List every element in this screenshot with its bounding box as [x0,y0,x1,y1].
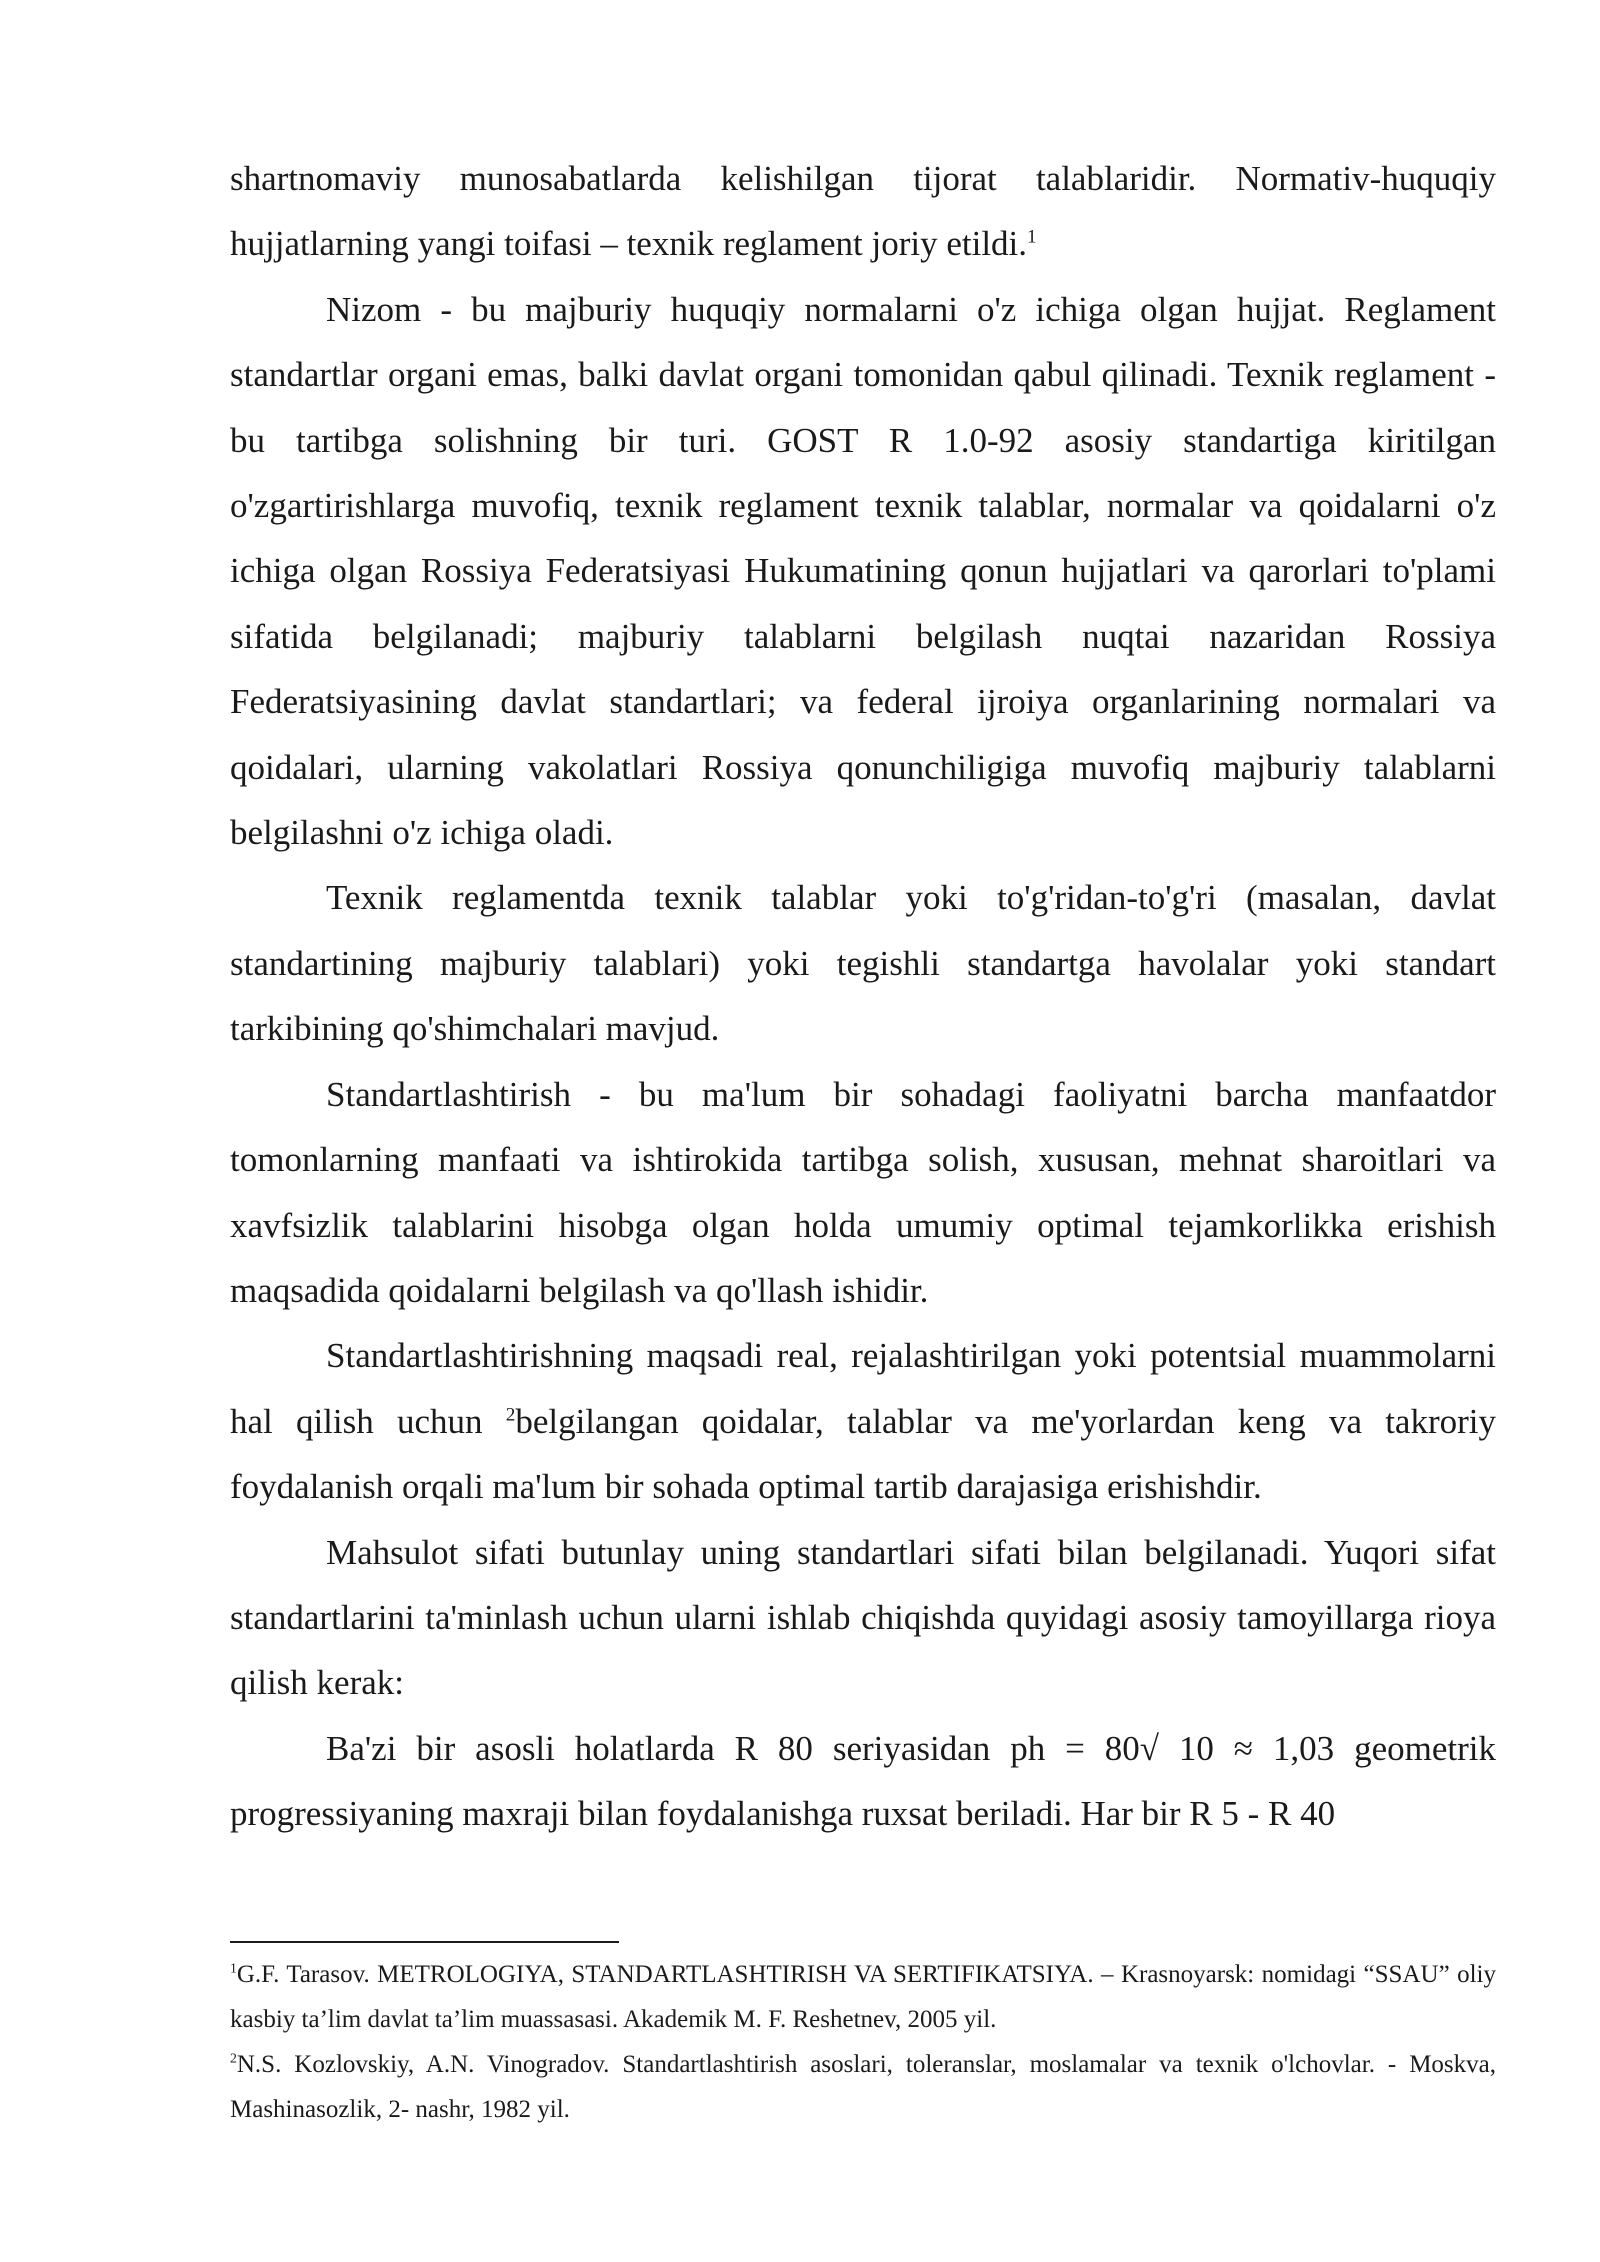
paragraph-3-text: Texnik reglamentda texnik talablar yoki to'g'ridan-to'g'ri (masalan, davlat standartining majburiy talablari) yoki tegishli standartga havolalar yoki standart tarkibining qo'shimchalari mavjud. [230,878,1496,1049]
paragraph-6 [230,1520,1496,1716]
paragraph-1-text: shartnomaviy munosabatlarda kelishilgan tijorat talablaridir. Normativ-huquqiy hujjatlarning yangi toifasi – texnik reglament joriy etildi. [230,159,1496,264]
page-body [230,146,1496,1847]
paragraph-2-text: Nizom - bu majburiy huquqiy normalarni o'z ichiga olgan hujjat. Reglament standartlar organi emas, balki davlat organi tomonidan qabul qilinadi. Texnik reglament - bu tartibga solishning bir turi. GOST R 1.0-92 asosiy standartiga kiritilgan o'zgartirishlarga muvofiq, texnik reglament texnik talablar, normalar va qoidalarni o'z ichiga olgan Rossiya Federatsiyasi Hukumatining qonun hujjatlari va qarorlari to'plami sifatida belgilanadi; majburiy talablarni belgilash nuqtai nazaridan Rossiya Federatsiyasining davlat standartlari; va federal ijroiya organlarining normalari va qoidalari, ularning vakolatlari Rossiya qonunchiligiga muvofiq majburiy talablarni belgilashni o'z ichiga oladi. [230,289,1496,853]
footnotes [230,1952,1496,2132]
footnote-separator [230,1941,619,1943]
footnote-1 [230,1952,1496,2042]
paragraph-4 [230,1062,1496,1324]
paragraph-4-text: Standartlashtirish - bu ma'lum bir sohadagi faoliyatni barcha manfaatdor tomonlarning manfaati va ishtirokida tartibga solish, xususan, mehnat sharoitlari va xavfsizlik talablarini hisobga olgan holda umumiy optimal tejamkorlikka erishish maqsadida qoidalarni belgilash va qo'llash ishidir. [230,1074,1496,1310]
footnote-ref-2[interactable]: 2 [505,1404,516,1426]
paragraph-6-text: Mahsulot sifati butunlay uning standartlari sifati bilan belgilanadi. Yuqori sifat standartlarini ta'minlash uchun ularni ishlab chiqishda quyidagi asosiy tamoyillarga rioya qilish kerak: [230,1532,1496,1703]
footnote-2-text: N.S. Kozlovskiy, A.N. Vinogradov. Standartlashtirish asoslari, toleranslar, moslamalar va texnik o'lchovlar. - Moskva, Mashinasozlik, 2- nashr, 1982 yil. [230,2051,1496,2123]
footnote-1-text: G.F. Tarasov. METROLOGIYA, STANDARTLASHTIRISH VA SERTIFIKATSIYA. – Krasnoyarsk: nomidagi “SSAU” oliy kasbiy ta’lim davlat ta’lim muassasasi. Akademik M. F. Reshetnev, 2005 yil. [230,1961,1496,2033]
paragraph-5 [230,1323,1496,1519]
paragraph-7-text: Ba'zi bir asosli holatlarda R 80 seriyasidan ph = 80√ 10 ≈ 1,03 geometrik progressiyaning maxraji bilan foydalanishga ruxsat beriladi. Har bir R 5 - R 40 [230,1728,1496,1834]
footnote-1-mark: 1 [230,1960,237,1976]
footnote-ref-1[interactable]: 1 [1027,226,1037,248]
paragraph-7 [230,1716,1496,1847]
footnote-2 [230,2042,1496,2132]
paragraph-1 [230,146,1496,277]
paragraph-5-text: Standartlashtirishning maqsadi real, rejalashtirilgan yoki potentsial muammolarni hal qilish uchun [230,1336,1496,1441]
paragraph-2 [230,277,1496,866]
footnote-2-mark: 2 [230,2050,237,2066]
paragraph-3 [230,865,1496,1061]
paragraph-5-text-continued: belgilangan qoidalar, talablar va me'yorlardan keng va takroriy foydalanish orqali ma'lum bir sohada optimal tartib darajasiga erishishdir. [230,1401,1496,1507]
